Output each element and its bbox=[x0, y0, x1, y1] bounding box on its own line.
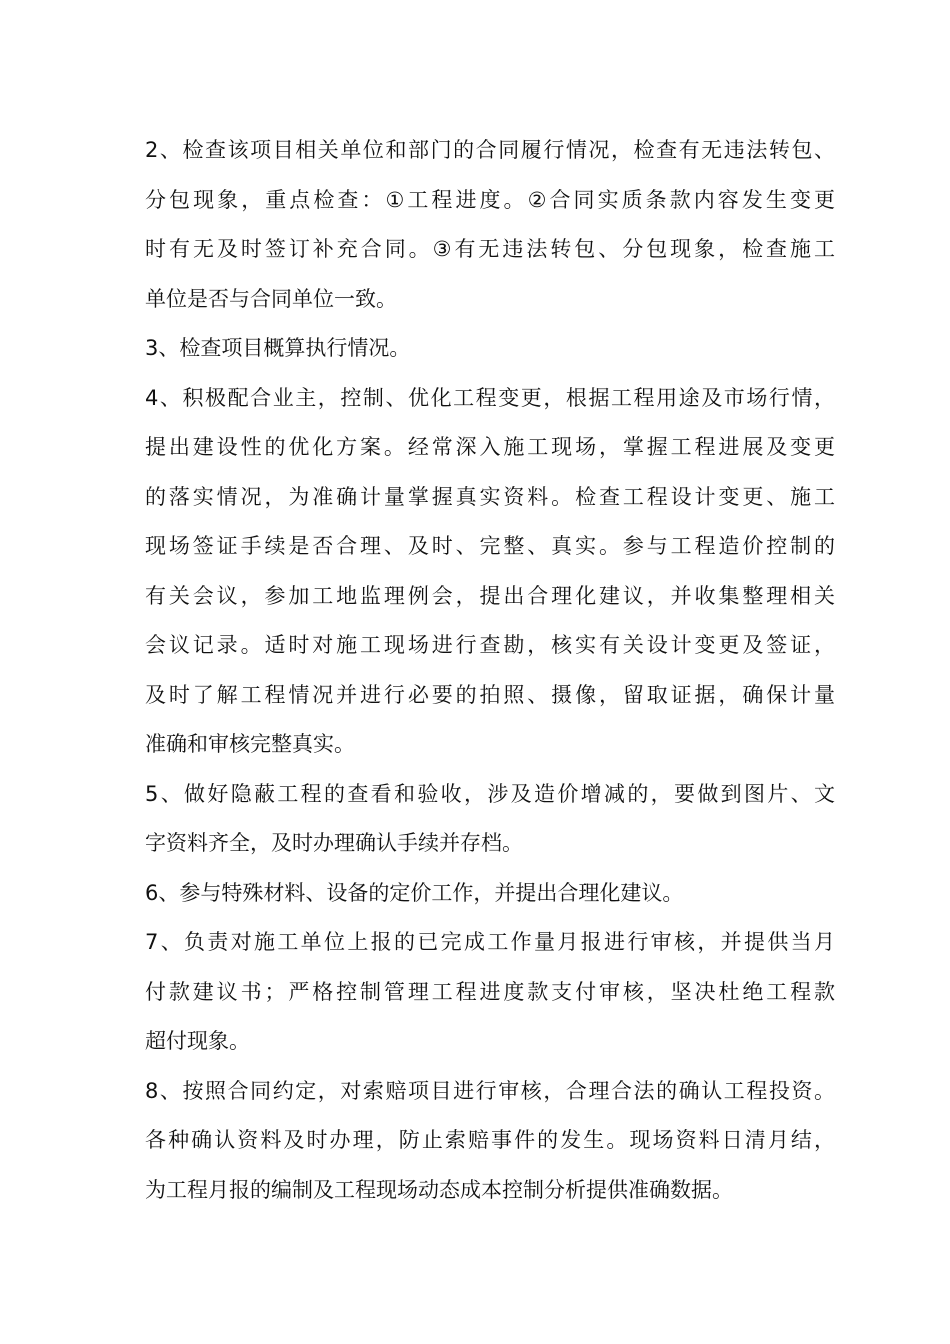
text-line: 现场签证手续是否合理、及时、完整、真实。参与工程造价控制的 bbox=[145, 534, 835, 558]
paragraph-item-4 bbox=[145, 374, 835, 770]
text-line: 准确和审核完整真实。 bbox=[145, 732, 355, 756]
text-line: 的落实情况，为准确计量掌握真实资料。检查工程设计变更、施工 bbox=[145, 484, 835, 509]
paragraph-item-8 bbox=[145, 1067, 835, 1216]
text-line: 3、检查项目概算执行情况。 bbox=[145, 336, 411, 360]
paragraph-item-2 bbox=[145, 126, 835, 324]
text-line: 5、做好隐蔽工程的查看和验收，涉及造价增减的，要做到图片、文 bbox=[145, 781, 835, 806]
text-line: 单位是否与合同单位一致。 bbox=[145, 286, 397, 311]
document-body bbox=[145, 126, 835, 1215]
paragraph-item-6 bbox=[145, 869, 835, 919]
text-line: 及时了解工程情况并进行必要的拍照、摄像，留取证据，确保计量 bbox=[145, 682, 835, 707]
text-line: 6、参与特殊材料、设备的定价工作，并提出合理化建议。 bbox=[145, 880, 684, 905]
text-line: 7、负责对施工单位上报的已完成工作量月报进行审核，并提供当月 bbox=[145, 930, 835, 954]
text-line: 分包现象，重点检查：①工程进度。②合同实质条款内容发生变更 bbox=[145, 187, 835, 212]
text-line: 付款建议书；严格控制管理工程进度款支付审核，坚决杜绝工程款 bbox=[145, 979, 835, 1004]
text-line: 字资料齐全，及时办理确认手续并存档。 bbox=[145, 831, 523, 855]
text-line: 会议记录。适时对施工现场进行查勘，核实有关设计变更及签证， bbox=[145, 633, 835, 657]
text-line: 8、按照合同约定，对索赔项目进行审核，合理合法的确认工程投资。 bbox=[145, 1078, 835, 1103]
text-line: 2、检查该项目相关单位和部门的合同履行情况，检查有无违法转包、 bbox=[145, 138, 835, 162]
text-line: 时有无及时签订补充合同。③有无违法转包、分包现象，检查施工 bbox=[145, 237, 835, 261]
text-line: 有关会议，参加工地监理例会，提出合理化建议，并收集整理相关 bbox=[145, 583, 835, 608]
text-line: 各种确认资料及时办理，防止索赔事件的发生。现场资料日清月结， bbox=[145, 1128, 835, 1152]
text-line: 超付现象。 bbox=[145, 1029, 250, 1053]
paragraph-item-3 bbox=[145, 324, 835, 374]
paragraph-item-7 bbox=[145, 918, 835, 1067]
paragraph-item-5 bbox=[145, 770, 835, 869]
text-line: 为工程月报的编制及工程现场动态成本控制分析提供准确数据。 bbox=[145, 1177, 733, 1202]
text-line: 4、积极配合业主，控制、优化工程变更，根据工程用途及市场行情， bbox=[145, 385, 835, 410]
text-line: 提出建设性的优化方案。经常深入施工现场，掌握工程进展及变更 bbox=[145, 435, 835, 459]
